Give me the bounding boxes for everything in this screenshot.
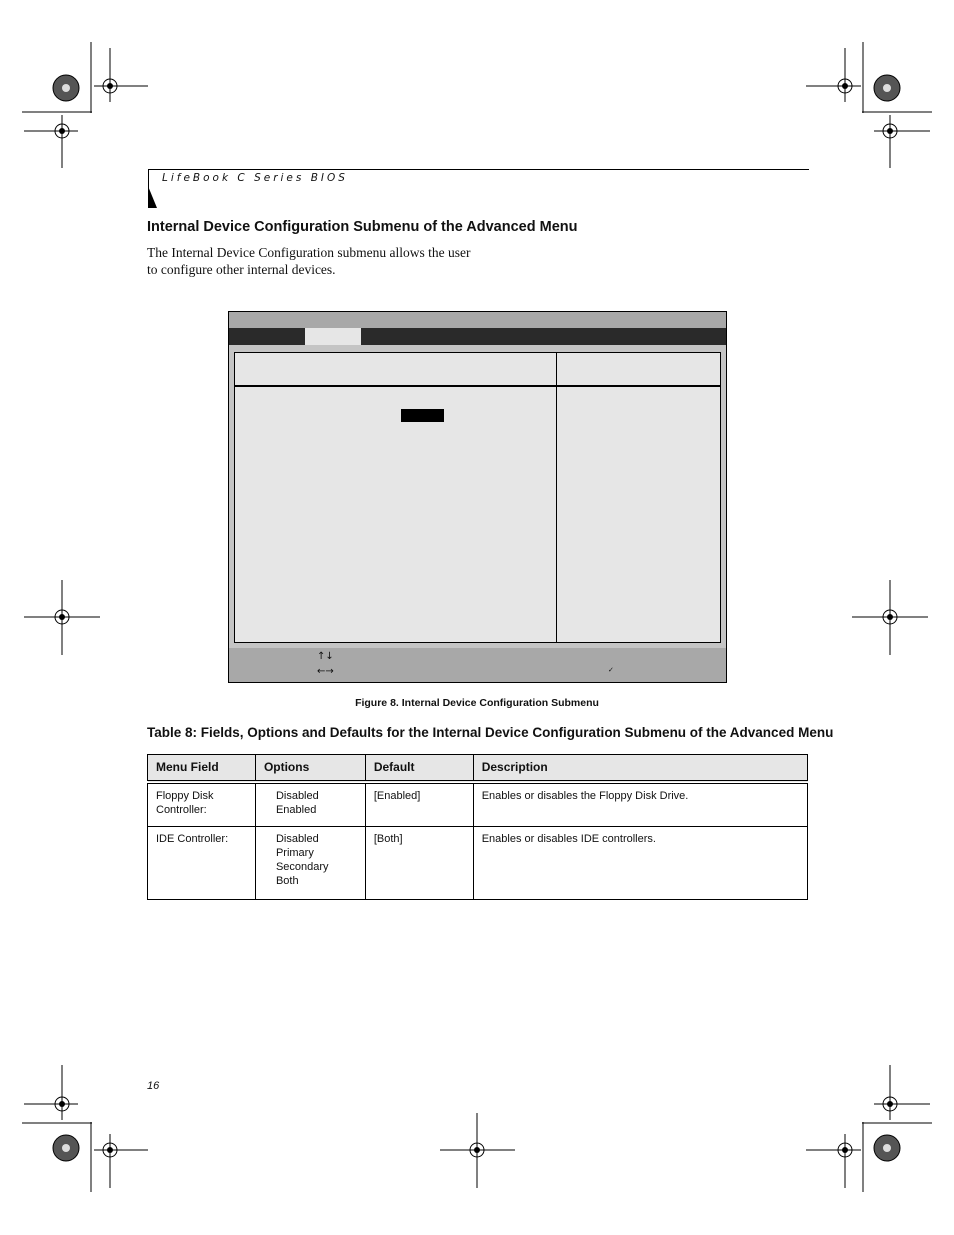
default-cell: [Enabled]	[365, 782, 473, 827]
bios-help-divider	[556, 353, 557, 642]
bios-key-legend	[229, 648, 726, 682]
figure-caption: Figure 8. Internal Device Configuration Submenu	[355, 697, 599, 709]
column-header: Description	[473, 755, 807, 782]
bios-main-panel	[234, 352, 721, 643]
option-item: Disabled	[275, 789, 319, 802]
table-row	[148, 782, 808, 827]
bios-menu-bar	[229, 328, 726, 345]
option-item: Disabled	[275, 832, 319, 845]
table-title: Table 8: Fields, Options and Defaults for the Internal Device Configuration Submenu of the Advanced Menu	[147, 725, 834, 740]
bios-title-bar	[229, 312, 726, 328]
column-header: Options	[255, 755, 365, 782]
intro-paragraph: The Internal Device Configuration submenu allows the user to configure other internal devices.	[147, 245, 471, 277]
menu-field-line: Controller:	[156, 803, 207, 816]
column-header: Menu Field	[148, 755, 256, 782]
menu-field-cell	[148, 782, 256, 827]
section-title: Internal Device Configuration Submenu of the Advanced Menu	[147, 219, 578, 235]
bios-tab-advanced	[305, 328, 361, 345]
default-cell: [Both]	[365, 826, 473, 899]
fields-options-table	[147, 754, 808, 900]
menu-field-cell	[148, 826, 256, 899]
bios-selected-value	[401, 409, 444, 422]
options-cell	[255, 826, 365, 899]
option-item: Primary	[275, 846, 314, 859]
option-item: Secondary	[275, 860, 329, 873]
check-icon: ✓	[608, 666, 614, 674]
option-item: Enabled	[275, 803, 317, 816]
menu-field-line: IDE Controller:	[156, 832, 229, 845]
option-item: Both	[275, 874, 299, 887]
table-row	[148, 826, 808, 899]
page-number: 16	[147, 1080, 160, 1092]
menu-field-line: Floppy Disk	[156, 789, 214, 802]
header-wedge	[148, 186, 157, 208]
leftright-arrows-icon: ←→	[317, 666, 334, 677]
description-cell: Enables or disables IDE controllers.	[473, 826, 807, 899]
header-rule	[148, 169, 809, 170]
bios-header-divider	[235, 385, 720, 387]
bios-screenshot	[228, 311, 727, 683]
updown-arrows-icon: ↑↓	[317, 651, 334, 662]
options-cell	[255, 782, 365, 827]
column-header: Default	[365, 755, 473, 782]
description-cell: Enables or disables the Floppy Disk Drive.	[473, 782, 807, 827]
running-head: LifeBook C Series BIOS	[162, 172, 348, 184]
